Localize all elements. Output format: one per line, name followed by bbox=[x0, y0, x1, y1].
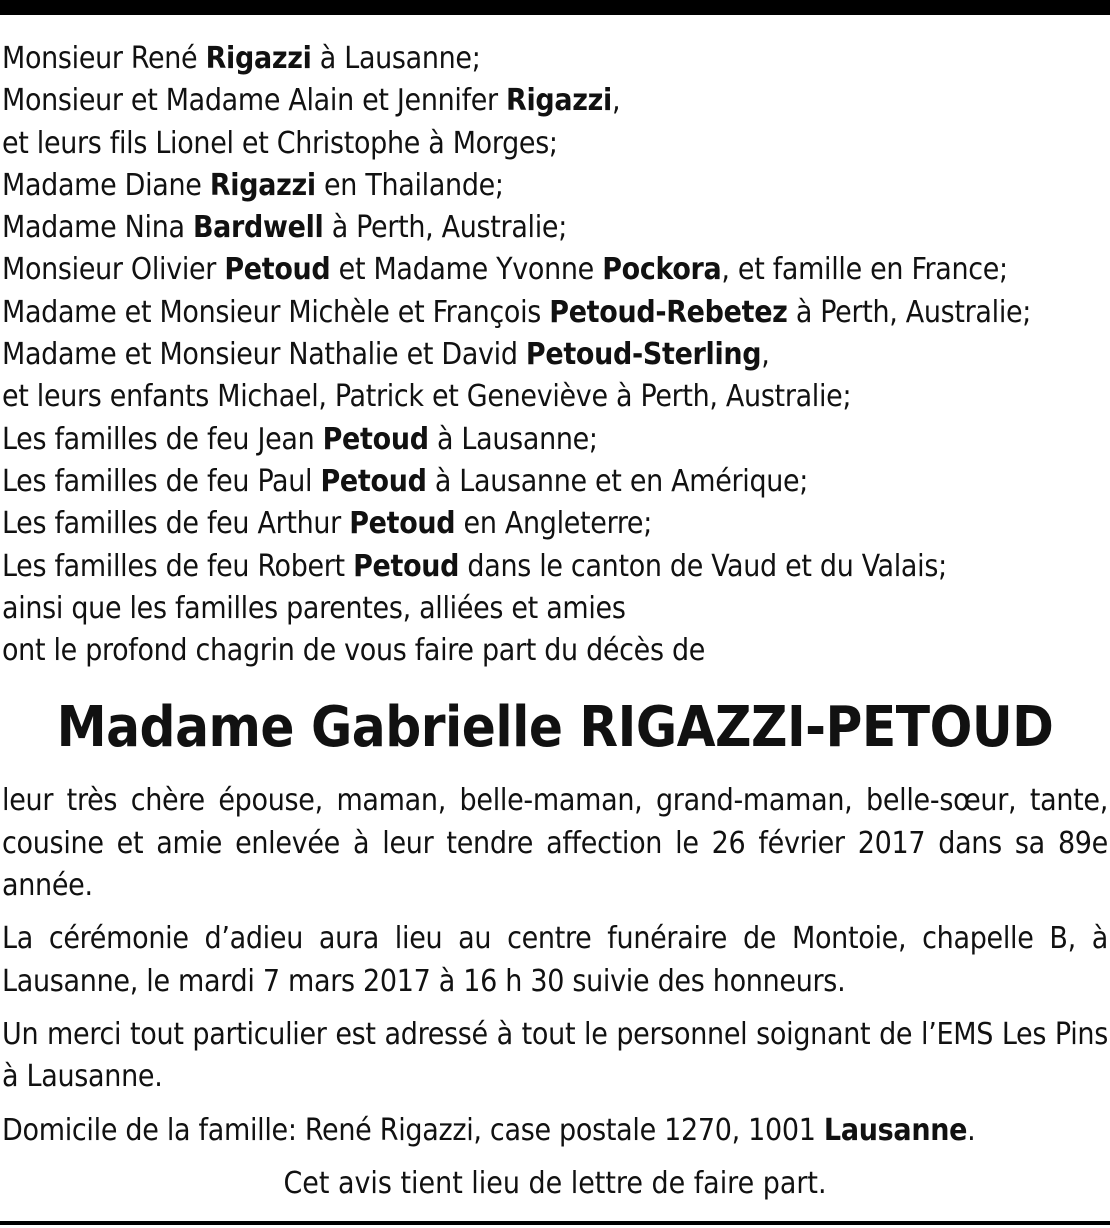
family-surname: Petoud bbox=[224, 252, 331, 288]
family-text: Madame Diane bbox=[2, 167, 210, 203]
domicile-city: Lausanne bbox=[823, 1112, 968, 1148]
family-text: à Lausanne et en Amérique; bbox=[426, 463, 809, 499]
family-text: et leurs fils Lionel et Christophe à Morges; bbox=[2, 125, 558, 161]
family-text: , et famille en France; bbox=[721, 252, 1008, 288]
family-surname: Petoud bbox=[320, 463, 427, 499]
family-text: à Perth, Australie; bbox=[787, 294, 1032, 330]
family-line bbox=[2, 123, 1106, 165]
thanks-paragraph: Un merci tout particulier est adressé à tout le personnel soignant de l’EMS Les Pins à Lausanne. bbox=[2, 1016, 1108, 1095]
family-text: Les familles de feu Arthur bbox=[2, 506, 350, 542]
family-text: ont le profond chagrin de vous faire part du décès de bbox=[2, 633, 706, 669]
family-text: à Lausanne; bbox=[311, 41, 481, 76]
family-surname: Petoud bbox=[353, 548, 460, 584]
family-line bbox=[2, 419, 1106, 461]
tribute-paragraph: leur très chère épouse, maman, belle-maman, grand-maman, belle-sœur, tante, cousine et amie enlevée à leur tendre affection le 26 février 2017 dans sa 89e année. bbox=[2, 783, 1108, 904]
family-text: à Perth, Australie; bbox=[323, 210, 567, 246]
family-text: et leurs enfants Michael, Patrick et Geneviève à Perth, Australie; bbox=[2, 379, 852, 415]
family-text: Monsieur René bbox=[2, 41, 206, 76]
family-line bbox=[2, 630, 1106, 672]
closing-note: Cet avis tient lieu de lettre de faire part. bbox=[283, 1165, 827, 1201]
family-line bbox=[2, 461, 1106, 503]
family-surname: Petoud-Rebetez bbox=[549, 294, 788, 330]
family-text: Madame Nina bbox=[2, 210, 193, 246]
family-line bbox=[2, 292, 1106, 334]
family-text: Les familles de feu Robert bbox=[2, 548, 354, 584]
family-line bbox=[2, 588, 1106, 630]
deceased-name: Madame Gabrielle RIGAZZI-PETOUD bbox=[56, 695, 1054, 761]
family-line bbox=[2, 38, 1106, 80]
family-text: Les familles de feu Jean bbox=[2, 421, 323, 457]
family-text: dans le canton de Vaud et du Valais; bbox=[459, 548, 947, 584]
family-text: Madame et Monsieur Michèle et François bbox=[2, 294, 550, 330]
family-text: , bbox=[761, 337, 770, 373]
family-surname: Pockora bbox=[602, 252, 722, 288]
family-text: Madame et Monsieur Nathalie et David bbox=[2, 337, 526, 373]
family-surname: Petoud bbox=[349, 506, 456, 542]
family-surname: Rigazzi bbox=[205, 41, 312, 76]
family-surname: Petoud bbox=[322, 421, 429, 457]
family-text: Monsieur Olivier bbox=[2, 252, 225, 288]
domicile-text: Domicile de la famille: René Rigazzi, case postale 1270, 1001 bbox=[2, 1112, 824, 1148]
domicile-paragraph bbox=[2, 1110, 1108, 1152]
family-text: Les familles de feu Paul bbox=[2, 463, 321, 499]
family-surname: Bardwell bbox=[192, 210, 324, 246]
bottom-rule bbox=[0, 1221, 1110, 1225]
family-text: en Thailande; bbox=[315, 167, 504, 203]
family-surname: Rigazzi bbox=[209, 167, 316, 203]
family-line bbox=[2, 165, 1106, 207]
family-text: à Lausanne; bbox=[428, 421, 598, 457]
death-notice bbox=[2, 38, 1108, 1205]
ceremony-paragraph: La cérémonie d’adieu aura lieu au centre funéraire de Montoie, chapelle B, à Lausanne, le mardi 7 mars 2017 à 16 h 30 suivie des honneurs. bbox=[2, 921, 1108, 999]
family-line bbox=[2, 80, 1106, 122]
family-line bbox=[2, 207, 1106, 249]
top-rule bbox=[0, 0, 1110, 15]
family-line bbox=[2, 546, 1106, 588]
family-text: et Madame Yvonne bbox=[330, 252, 603, 288]
family-line bbox=[2, 249, 1106, 291]
family-line bbox=[2, 376, 1106, 418]
family-text: Monsieur et Madame Alain et Jennifer bbox=[2, 83, 507, 119]
family-surname: Petoud-Sterling bbox=[525, 337, 762, 373]
family-line bbox=[2, 503, 1106, 545]
family-text: , bbox=[611, 83, 621, 119]
family-text: ainsi que les familles parentes, alliées et amies bbox=[2, 590, 626, 626]
domicile-end: . bbox=[967, 1112, 976, 1148]
family-line bbox=[2, 334, 1106, 376]
family-surname: Rigazzi bbox=[506, 83, 612, 119]
family-text: en Angleterre; bbox=[455, 506, 653, 542]
family-list bbox=[2, 38, 1108, 672]
